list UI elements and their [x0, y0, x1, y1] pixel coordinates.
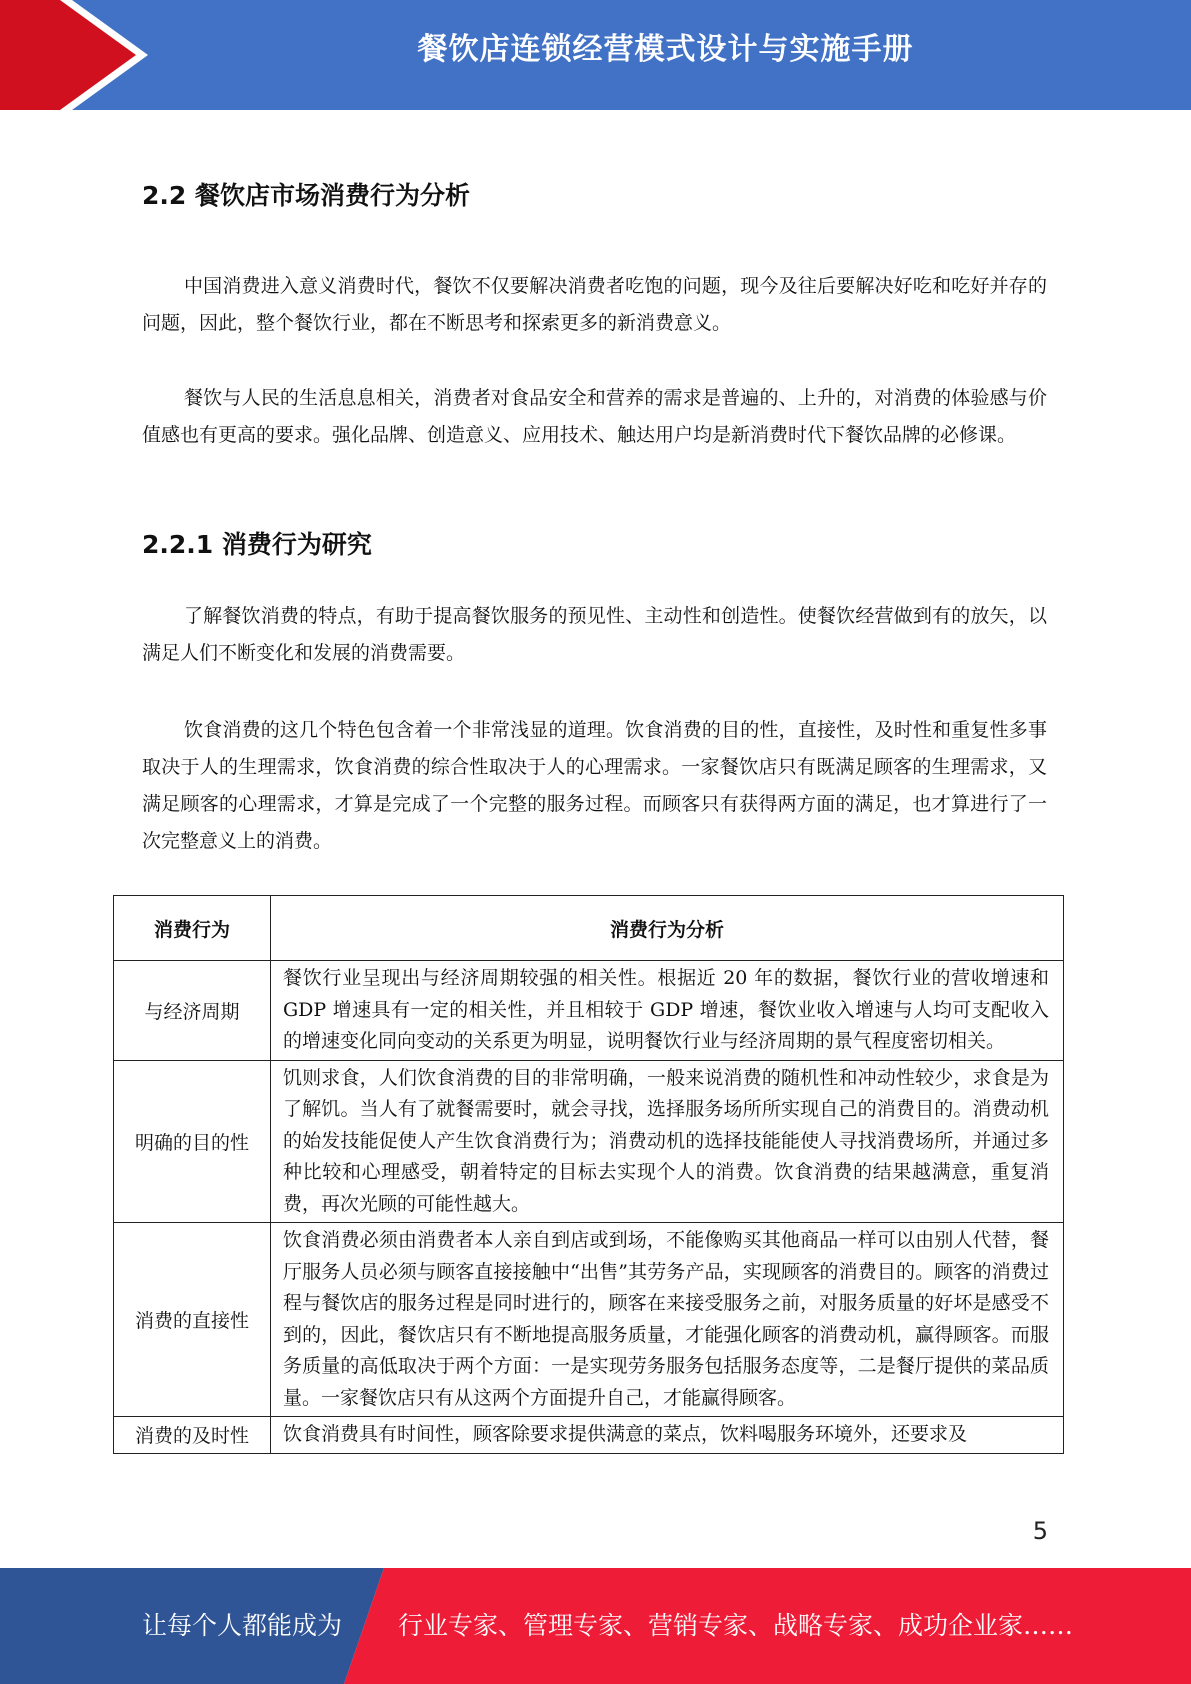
section-heading: 2.2 餐饮店市场消费行为分析 — [142, 181, 470, 210]
subsection-heading: 2.2.1 消费行为研究 — [142, 530, 372, 559]
table-cell-analysis: 饮食消费必须由消费者本人亲自到店或到场，不能像购买其他商品一样可以由别人代替，餐厅服务人员必须与顾客直接接触中“出售”其劳务产品，实现顾客的消费目的。顾客的消费过程与餐饮店的服务过程是同时进行的，顾客在来接受服务之前，对服务质量的好坏是感受不到的，因此，餐饮店只有不断地提高服务质量，才能强化顾客的消费动机，赢得顾客。而服务质量的高低取决于两个方面：一是实现劳务服务包括服务态度等，二是餐厅提供的菜品质量。一家餐饮店只有从这两个方面提升自己，才能赢得顾客。 — [271, 1223, 1064, 1417]
table-cell-analysis: 饮食消费具有时间性，顾客除要求提供满意的菜点，饮料喝服务环境外，还要求及 — [271, 1417, 1064, 1454]
table-row — [114, 961, 1064, 1061]
table-cell-analysis: 饥则求食，人们饮食消费的目的非常明确，一般来说消费的随机性和冲动性较少，求食是为了解饥。当人有了就餐需要时，就会寻找，选择服务场所所实现自己的消费目的。消费动机的始发技能促使人产生饮食消费行为；消费动机的选择技能能使人寻找消费场所，并通过多种比较和心理感受，朝着特定的目标去实现个人的消费。饮食消费的结果越满意，重复消费，再次光顾的可能性越大。 — [271, 1060, 1064, 1223]
table-header-analysis: 消费行为分析 — [271, 896, 1064, 961]
consumer-behavior-table — [113, 895, 1064, 1454]
table-row — [114, 1060, 1064, 1223]
table-row — [114, 1417, 1064, 1454]
header-title: 餐饮店连锁经营模式设计与实施手册 — [417, 32, 914, 67]
section-paragraph-1: 中国消费进入意义消费时代，餐饮不仅要解决消费者吃饱的问题，现今及往后要解决好吃和吃好并存的问题，因此，整个餐饮行业，都在不断思考和探索更多的新消费意义。 — [142, 275, 1047, 334]
page-number: 5 — [1032, 1517, 1048, 1545]
table-cell-behavior: 明确的目的性 — [114, 1060, 271, 1223]
table-header-row — [114, 896, 1064, 961]
section-paragraph-2: 餐饮与人民的生活息息相关，消费者对食品安全和营养的需求是普遍的、上升的，对消费的体验感与价值感也有更高的要求。强化品牌、创造意义、应用技术、触达用户均是新消费时代下餐饮品牌的必修课。 — [142, 387, 1047, 446]
table-cell-behavior: 消费的及时性 — [114, 1417, 271, 1454]
table-cell-analysis: 餐饮行业呈现出与经济周期较强的相关性。根据近 20 年的数据，餐饮行业的营收增速和 GDP 增速具有一定的相关性，并且相较于 GDP 增速，餐饮业收入增速与人均可支配收入的增速变化同向变动的关系更为明显，说明餐饮行业与经济周期的景气程度密切相关。 — [271, 961, 1064, 1061]
table-header-behavior: 消费行为 — [114, 896, 271, 961]
table-cell-behavior: 与经济周期 — [114, 961, 271, 1061]
footer-slogan-left: 让每个人都能成为 — [142, 1611, 343, 1640]
subsection-paragraph-2: 饮食消费的这几个特色包含着一个非常浅显的道理。饮食消费的目的性，直接性，及时性和重复性多事取决于人的生理需求，饮食消费的综合性取决于人的心理需求。一家餐饮店只有既满足顾客的生理需求，又满足顾客的心理需求，才算是完成了一个完整的服务过程。而顾客只有获得两方面的满足，也才算进行了一次完整意义上的消费。 — [142, 719, 1047, 852]
header-banner — [0, 0, 1191, 110]
footer-slogan-right: 行业专家、管理专家、营销专家、战略专家、成功企业家…… — [398, 1611, 1074, 1640]
table-cell-behavior: 消费的直接性 — [114, 1223, 271, 1417]
footer-banner — [0, 1568, 1191, 1684]
table-row — [114, 1223, 1064, 1417]
subsection-paragraph-1: 了解餐饮消费的特点，有助于提高餐饮服务的预见性、主动性和创造性。使餐饮经营做到有的放矢，以满足人们不断变化和发展的消费需要。 — [142, 605, 1047, 664]
